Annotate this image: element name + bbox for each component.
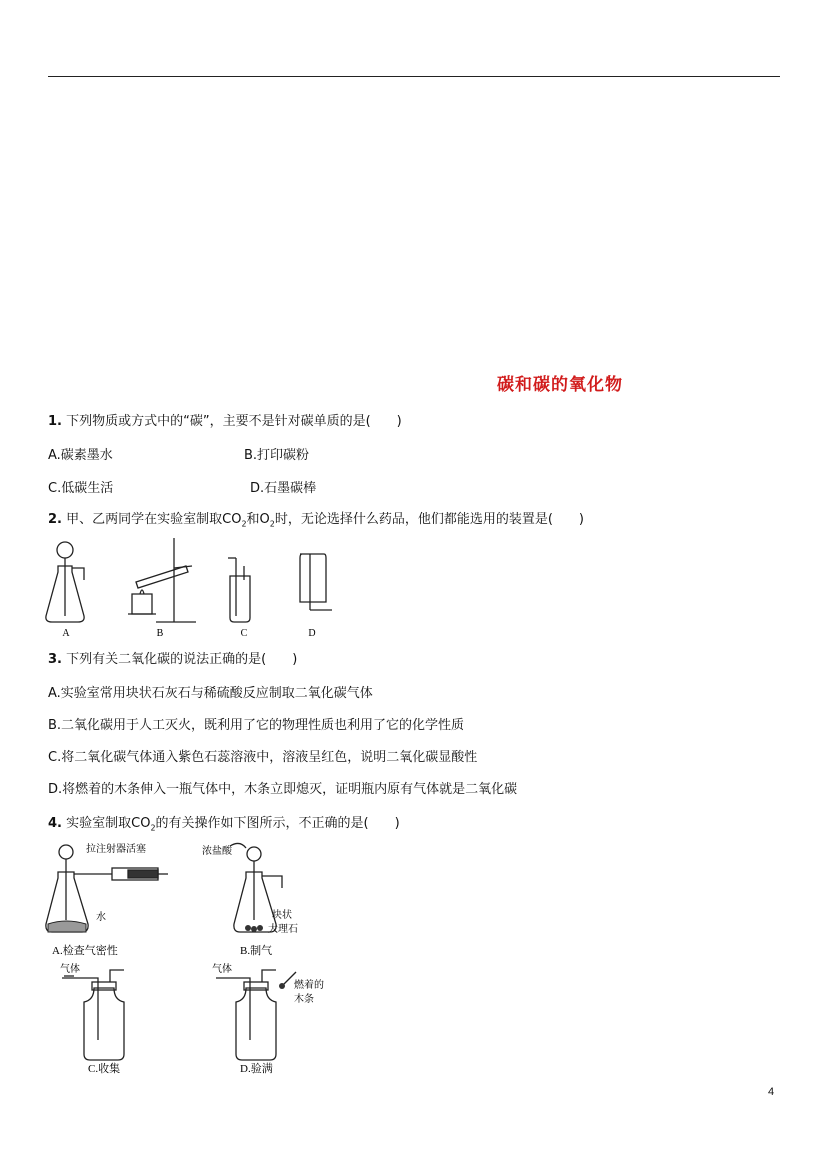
question-2-sub-2: 2	[269, 519, 275, 529]
apparatus-diagram	[44, 536, 344, 642]
question-1-option-c[interactable]: C.低碳生活	[48, 481, 114, 496]
question-1-text: 下列物质或方式中的“碳”，主要不是针对碳单质的是( )	[66, 414, 402, 429]
panel-b-solid-label-2: 大理石	[268, 924, 298, 935]
page-number: 4	[768, 1086, 775, 1098]
question-2-number: 2.	[48, 512, 62, 527]
panel-d-bottle	[216, 970, 296, 1060]
panel-a-water-label: 水	[96, 912, 106, 923]
question-2-sub-1: 2	[241, 519, 247, 529]
apparatus-c	[228, 558, 250, 622]
question-3-text: 下列有关二氧化碳的说法正确的是( )	[66, 652, 298, 667]
question-4-stem	[48, 812, 400, 833]
question-2-stem	[48, 508, 584, 529]
panel-d-gas-label: 气体	[212, 964, 232, 975]
apparatus-b	[128, 538, 196, 622]
panel-a-flask	[46, 845, 168, 932]
panel-d-flame	[279, 983, 285, 989]
panel-a-syringe-label: 拉注射器活塞	[86, 844, 146, 855]
panel-c-gas-label: 气体	[60, 964, 80, 975]
question-1-option-b[interactable]: B.打印碳粉	[244, 448, 310, 463]
panel-d-stick-label-2: 木条	[294, 994, 314, 1005]
question-4-figure	[44, 840, 344, 1084]
panel-b-caption: B.制气	[240, 945, 273, 957]
apparatus-a	[46, 542, 84, 622]
panel-b-solid-label-1: 块状	[272, 910, 292, 921]
panel-d-caption: D.验满	[240, 1063, 273, 1075]
question-2-figure	[44, 536, 344, 646]
header-rule	[48, 76, 780, 77]
question-3-number: 3.	[48, 652, 62, 667]
question-4-text-a: 实验室制取CO	[66, 816, 151, 831]
question-1-stem	[48, 410, 402, 429]
panel-b-acid-label: 浓盐酸	[202, 846, 232, 857]
question-3-option-b[interactable]: B.二氧化碳用于人工灭火，既利用了它的物理性质也利用了它的化学性质	[48, 718, 465, 733]
question-4-number: 4.	[48, 816, 62, 831]
panel-a-water-fill	[48, 921, 86, 932]
question-4-text-b: 的有关操作如下图所示，不正确的是( )	[155, 816, 400, 831]
question-2-text-a: 甲、乙两同学在实验室制取CO	[66, 512, 242, 527]
question-3-option-a[interactable]: A.实验室常用块状石灰石与稀硫酸反应制取二氧化碳气体	[48, 686, 373, 701]
label-c: C	[240, 628, 248, 639]
page-title: 碳和碳的氧化物	[497, 375, 623, 395]
question-3-option-c[interactable]: C.将二氧化碳气体通入紫色石蕊溶液中，溶液呈红色，说明二氧化碳显酸性	[48, 750, 478, 765]
panel-c-caption: C.收集	[88, 1063, 121, 1075]
label-b: B	[156, 628, 164, 639]
panel-c-bottle	[62, 970, 124, 1060]
question-4-sub-1: 2	[150, 823, 156, 833]
question-1-option-d[interactable]: D.石墨碳棒	[250, 481, 317, 496]
panel-a-caption: A.检查气密性	[52, 945, 118, 957]
question-1-number: 1.	[48, 414, 62, 429]
label-a: A	[62, 628, 70, 639]
question-2-text-b: 和O	[246, 512, 270, 527]
panel-d-stick-label-1: 燃着的	[294, 980, 324, 991]
label-d: D	[308, 628, 316, 639]
question-1-option-a[interactable]: A.碳素墨水	[48, 448, 113, 463]
question-2-text-c: 时，无论选择什么药品，他们都能选用的装置是( )	[274, 512, 585, 527]
co2-operations-diagram	[44, 840, 344, 1080]
question-3-stem	[48, 648, 297, 667]
apparatus-d	[300, 554, 332, 610]
question-3-option-d[interactable]: D.将燃着的木条伸入一瓶气体中，木条立即熄灭，证明瓶内原有气体就是二氧化碳	[48, 782, 518, 797]
panel-b-marble	[245, 925, 263, 932]
